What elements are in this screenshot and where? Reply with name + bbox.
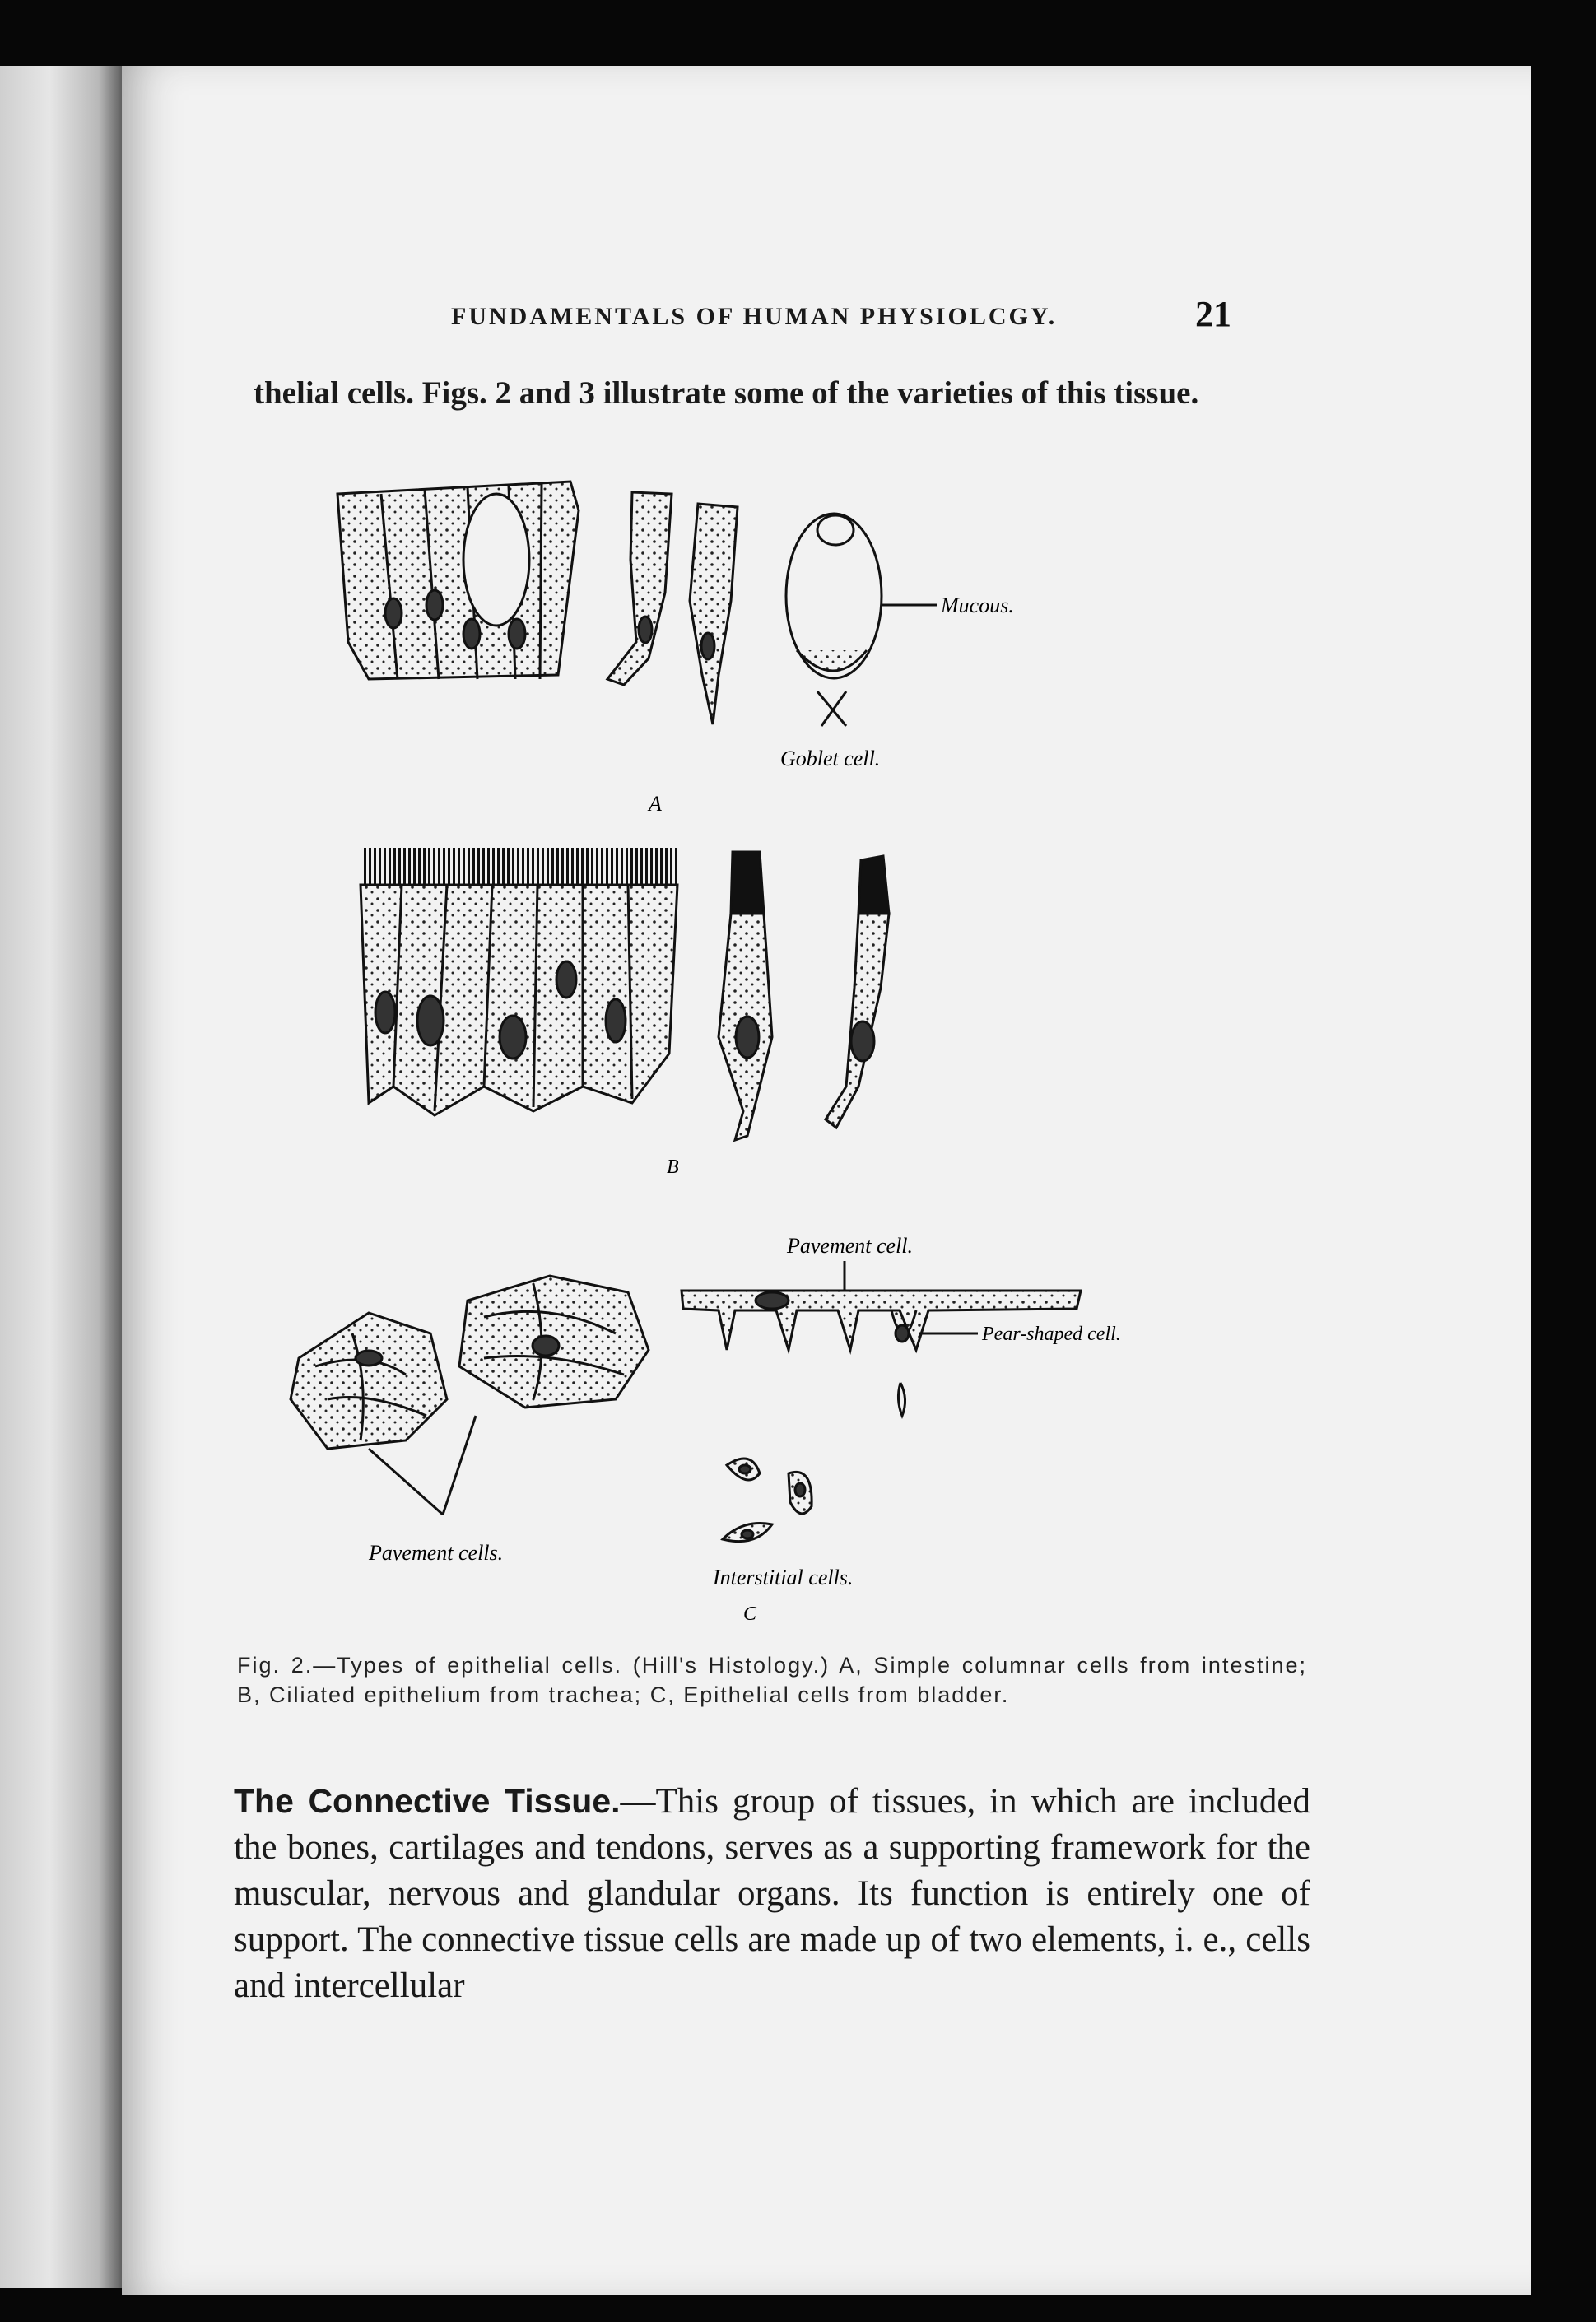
label-mucous: Mucous. [941, 593, 1014, 617]
label-interstitial-cells: Interstitial cells. [713, 1566, 854, 1589]
pavement-cells [291, 1276, 649, 1515]
ciliated-epithelium-block [361, 848, 677, 1115]
body-text: —This group of tissues, in which are included the bones, cartilages and tendons, serves as a supporting framework for the muscular, nervous and glandular organs. Its function is entirely one of support. The connective tissue cells are made up of two elements, i. e., cells and intercellular [234, 1782, 1310, 2005]
label-b: B [667, 1156, 679, 1178]
epithelial-cells-figure [122, 66, 1531, 1630]
figure-caption: Fig. 2.—Types of epithelial cells. (Hill's Histology.) A, Simple columnar cells from intestine; B, Ciliated epithelium from trachea; C, Epithelial cells from bladder. [237, 1653, 1307, 1707]
isolated-ciliated-cells [719, 852, 889, 1140]
header-title: FUNDAMENTALS OF HUMAN PHYSIOLCGY. [451, 303, 1058, 330]
section-heading: The Connective Tissue. [234, 1782, 621, 1820]
book-page [122, 66, 1531, 2295]
goblet-cell [786, 514, 937, 726]
label-pear-shaped-cell: Pear-shaped cell. [982, 1324, 1121, 1345]
isolated-columnar-cells [607, 492, 738, 724]
page-number: 21 [1195, 294, 1231, 334]
label-pavement-cells: Pavement cells. [369, 1541, 504, 1565]
intro-paragraph: thelial cells. Figs. 2 and 3 illustrate some of the varieties of this tissue. [254, 375, 1199, 411]
label-pavement-cell: Pavement cell. [787, 1234, 914, 1258]
interstitial-cells [723, 1459, 812, 1542]
body-paragraph [234, 1778, 1310, 2009]
columnar-epithelium-block [337, 482, 579, 679]
label-c: C [743, 1603, 757, 1625]
label-goblet-cell: Goblet cell. [780, 747, 881, 770]
facing-page-edge [0, 66, 123, 2288]
label-a: A [649, 792, 662, 816]
